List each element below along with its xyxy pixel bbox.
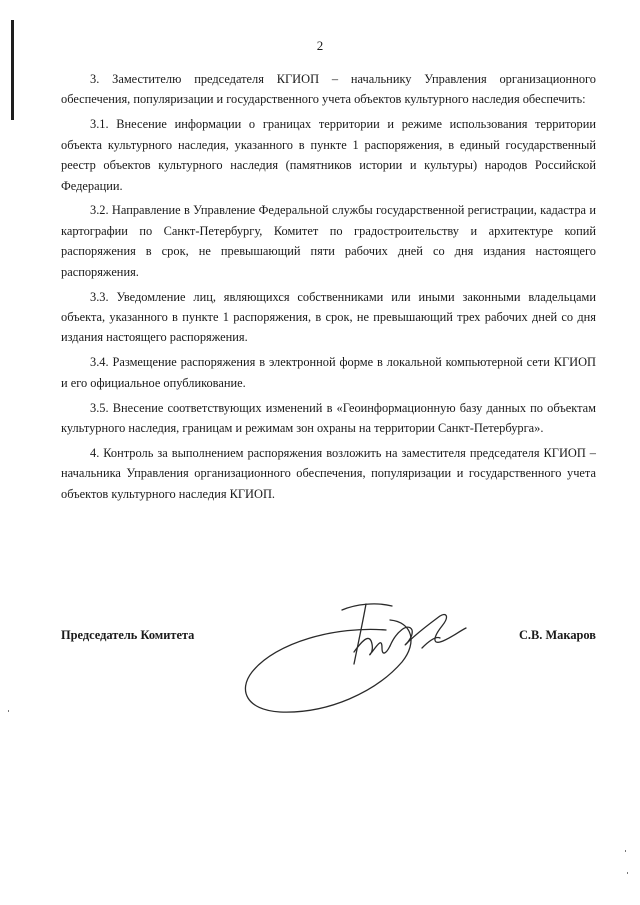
page-number: 2 <box>316 38 324 53</box>
paragraph-3-4: 3.4. Размещение распоряжения в электронной форме в локальной компьютерной сети КГИОП и его официальное опубликование. <box>61 355 596 390</box>
handwritten-signature <box>236 592 476 722</box>
paragraph-3-5: 3.5. Внесение соответствующих изменений в «Геоинформационную базу данных по объектам культурного наследия, границам и режимам зон охраны на территории Санкт-Петербурга». <box>61 400 596 435</box>
scan-speck <box>8 710 9 712</box>
paragraph-3-3: 3.3. Уведомление лиц, являющихся собственниками или иными законными владельцами объекта, указанного в пункте 1 распоряжения, в срок, не превышающий трех рабочих дней со дня издания настоящего распоряжения. <box>61 289 596 345</box>
paragraph-3-1: 3.1. Внесение информации о границах территории и режиме использования территории объекта культурного наследия, указанного в пункте 1 распоряжения, в единый государственный реестр объектов культурного наследия (памятников истории и культуры) народов Российской Федерации. <box>61 117 596 193</box>
scan-speck <box>625 850 626 852</box>
paragraph-3-2: 3.2. Направление в Управление Федеральной службы государственной регистрации, кадастра и картографии по Санкт-Петербургу, Комитет по градостроительству и архитектуре копий распоряжения в срок, не превышающий пяти рабочих дней со дня издания настоящего распоряжения. <box>61 203 596 279</box>
paragraph-4: 4. Контроль за выполнением распоряжения возложить на заместителя председателя КГИОП – начальника Управления организационного обеспечения, популяризации и государственного учета объектов культурного наследия КГИОП. <box>61 445 596 501</box>
signatory-name: С.В. Макаров <box>518 628 596 642</box>
scan-speck <box>627 872 628 874</box>
scan-edge-mark <box>11 20 14 120</box>
paragraph-3: 3. Заместителю председателя КГИОП – начальнику Управления организационного обеспечения, популяризации и государственного учета объектов культурного наследия обеспечить: <box>61 72 596 107</box>
signatory-title: Председатель Комитета <box>61 628 195 642</box>
document-body <box>61 69 596 509</box>
